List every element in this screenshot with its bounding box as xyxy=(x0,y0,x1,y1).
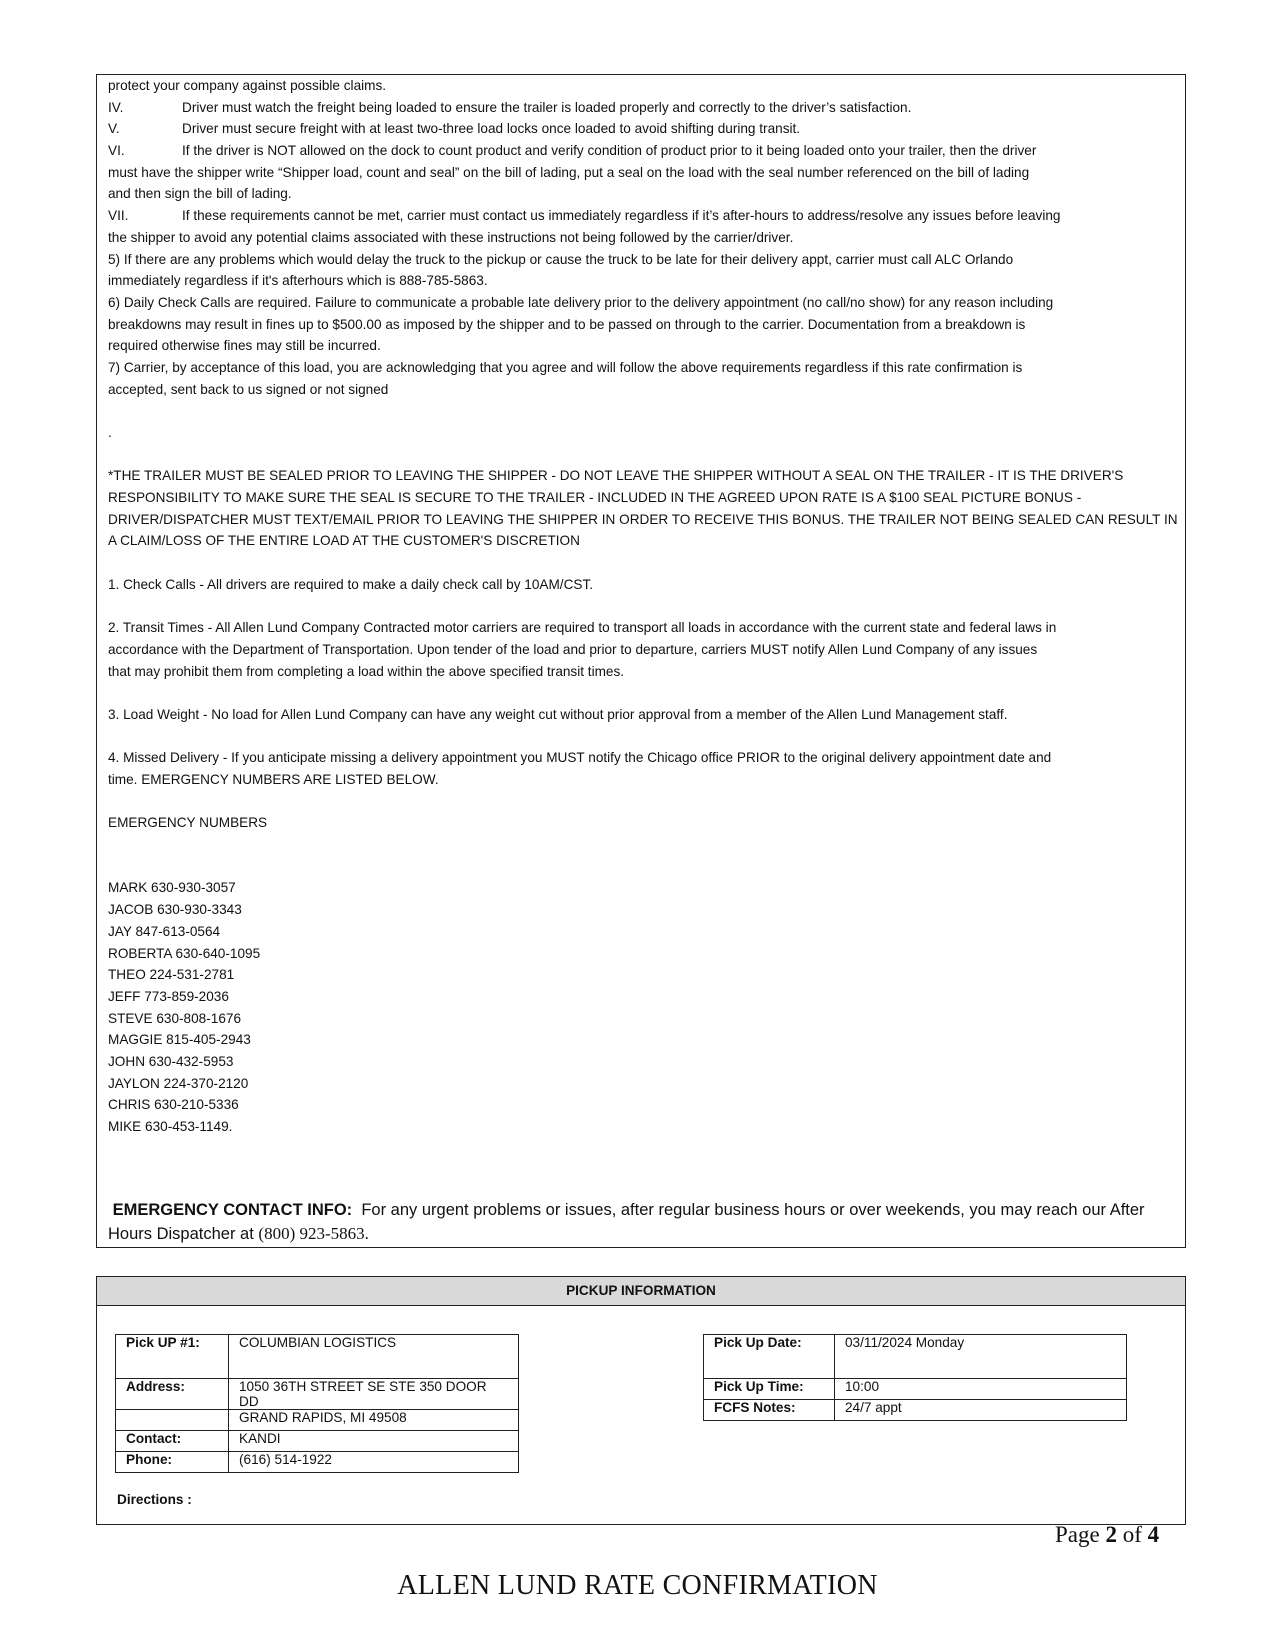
pickup-header: PICKUP INFORMATION xyxy=(97,1277,1185,1306)
rule-v: V. Driver must secure freight with at least two-three load locks once loaded to avoid shifting during transit. xyxy=(108,121,801,137)
contact-chris: CHRIS 630-210-5336 xyxy=(108,1097,239,1113)
pickup-address-1: 1050 36TH STREET SE STE 350 DOOR DD xyxy=(229,1379,519,1410)
rule-vi-cont: must have the shipper write “Shipper load, count and seal” on the bill of lading, put a seal on the load with the seal number referenced on the bill of lading xyxy=(108,164,1030,180)
item-5-cont: immediately regardless if it's afterhours which is 888-785-5863. xyxy=(108,273,488,289)
contact-mike: MIKE 630-453-1149. xyxy=(108,1119,233,1134)
contact-jeff: JEFF 773-859-2036 xyxy=(108,988,229,1004)
contact-jacob: JACOB 630-930-3343 xyxy=(108,902,242,918)
fcfs-notes: 24/7 appt xyxy=(835,1400,1127,1421)
item-7: 7) Carrier, by acceptance of this load, you are acknowledging that you agree and will follow the above requirements regardless if this rate confirmation is xyxy=(108,359,1023,375)
seal-notice: A CLAIM/LOSS OF THE ENTIRE LOAD AT THE CUSTOMER'S DISCRETION xyxy=(108,533,580,549)
item-5: 5) If there are any problems which would delay the truck to the pickup or cause the truck to be late for their delivery appt, carrier must call ALC Orlando xyxy=(108,251,1014,267)
missed-delivery: 4. Missed Delivery - If you anticipate missing a delivery appointment you MUST notify the Chicago office PRIOR to the original delivery appointment date and xyxy=(108,750,1052,766)
pickup-information-section xyxy=(96,1276,1186,1525)
rule-vi: VI. If the driver is NOT allowed on the dock to count product and verify condition of product prior to it being loaded onto your trailer, then the driver xyxy=(108,143,1037,159)
item-7-cont: accepted, sent back to us signed or not signed xyxy=(108,381,389,397)
contact-mark: MARK 630-930-3057 xyxy=(108,880,236,896)
seal-notice: DRIVER/DISPATCHER MUST TEXT/EMAIL PRIOR TO LEAVING THE SHIPPER IN ORDER TO RECEIVE THIS BONUS. THE TRAILER NOT BEING SEALED CAN RESULT IN xyxy=(108,511,1178,527)
transit-times: 2. Transit Times - All Allen Lund Company Contracted motor carriers are required to transport all loads in accordance with the current state and federal laws in xyxy=(108,620,1057,636)
pickup-date: 03/11/2024 Monday xyxy=(835,1335,1127,1379)
pickup-name: COLUMBIAN LOGISTICS xyxy=(229,1335,519,1379)
contact-steve: STEVE 630-808-1676 xyxy=(108,1010,242,1026)
separator-dot: . xyxy=(108,425,112,440)
rule-vii: VII. If these requirements cannot be met, carrier must contact us immediately regardless if it’s after-hours to address/resolve any issues before leaving xyxy=(108,208,1061,224)
contact-maggie: MAGGIE 815-405-2943 xyxy=(108,1032,251,1048)
after-hours-phone: (800) 923-5863 xyxy=(258,1224,365,1243)
contact-theo: THEO 224-531-2781 xyxy=(108,967,235,983)
intro-line: protect your company against possible claims. xyxy=(108,78,387,93)
seal-notice: *THE TRAILER MUST BE SEALED PRIOR TO LEAVING THE SHIPPER - DO NOT LEAVE THE SHIPPER WITHOUT A SEAL ON THE TRAILER - IT IS THE DRIVER'S xyxy=(108,468,1124,484)
load-weight: 3. Load Weight - No load for Allen Lund Company can have any weight cut without prior approval from a member of the Allen Lund Management staff. xyxy=(108,706,1008,722)
pickup-contact: KANDI xyxy=(229,1431,519,1452)
item-6-cont: breakdowns may result in fines up to $500.00 as imposed by the shipper and to be passed on through to the carrier. Documentation from a breakdown is xyxy=(108,316,1026,332)
emergency-contact-info: EMERGENCY CONTACT INFO: For any urgent problems or issues, after regular business hours or over weekends, you may reach our After Hours Dispatcher at (800) 923-5863. xyxy=(108,1201,1145,1243)
rule-vii-cont: the shipper to avoid any potential claims associated with these instructions not being followed by the carrier/driver. xyxy=(108,229,794,245)
contact-jay: JAY 847-613-0564 xyxy=(108,923,221,939)
rule-vi-cont: and then sign the bill of lading. xyxy=(108,186,292,202)
emergency-contact-label: EMERGENCY CONTACT INFO: xyxy=(112,1201,353,1219)
document-title: ALLEN LUND RATE CONFIRMATION xyxy=(397,1570,878,1601)
terms-text xyxy=(108,75,1178,1138)
seal-notice: RESPONSIBILITY TO MAKE SURE THE SEAL IS SECURE TO THE TRAILER - INCLUDED IN THE AGREED UPON RATE IS A $100 SEAL PICTURE BONUS - xyxy=(108,490,1082,506)
pickup-left-table: Pick UP #1: COLUMBIAN LOGISTICS Address: 1050 36TH STREET SE STE 350 DOOR DD GRAND RAPIDS, MI 49508 Contact: KANDI Phone: (616) 514-1922 xyxy=(115,1334,519,1473)
item-6-cont: required otherwise fines may still be incurred. xyxy=(108,338,381,354)
transit-times: accordance with the Department of Transportation. Upon tender of the load and prior to departure, carriers MUST notify Allen Lund Company of any issues xyxy=(108,641,1038,657)
terms-section xyxy=(96,74,1186,1248)
emergency-heading: EMERGENCY NUMBERS xyxy=(108,815,268,831)
transit-times: that may prohibit them from completing a load within the above specified transit times. xyxy=(108,663,625,679)
pickup-phone: (616) 514-1922 xyxy=(229,1452,519,1473)
contact-john: JOHN 630-432-5953 xyxy=(108,1053,234,1069)
contact-jaylon: JAYLON 224-370-2120 xyxy=(108,1075,249,1091)
directions-label: Directions : xyxy=(117,1492,192,1507)
page-number: Page 2 of 4 xyxy=(1055,1522,1160,1547)
contact-roberta: ROBERTA 630-640-1095 xyxy=(108,945,261,961)
check-calls: 1. Check Calls - All drivers are required to make a daily check call by 10AM/CST. xyxy=(108,576,594,592)
pickup-right-table: Pick Up Date: 03/11/2024 Monday Pick Up Time: 10:00 FCFS Notes: 24/7 appt xyxy=(703,1334,1127,1421)
item-6: 6) Daily Check Calls are required. Failure to communicate a probable late delivery prior to the delivery appointment (no call/no show) for any reason including xyxy=(108,294,1054,310)
pickup-time: 10:00 xyxy=(835,1379,1127,1400)
rule-iv: IV. Driver must watch the freight being loaded to ensure the trailer is loaded properly and correctly to the driver’s satisfaction. xyxy=(108,99,912,115)
missed-delivery: time. EMERGENCY NUMBERS ARE LISTED BELOW. xyxy=(108,772,439,787)
pickup-address-2: GRAND RAPIDS, MI 49508 xyxy=(229,1410,519,1431)
